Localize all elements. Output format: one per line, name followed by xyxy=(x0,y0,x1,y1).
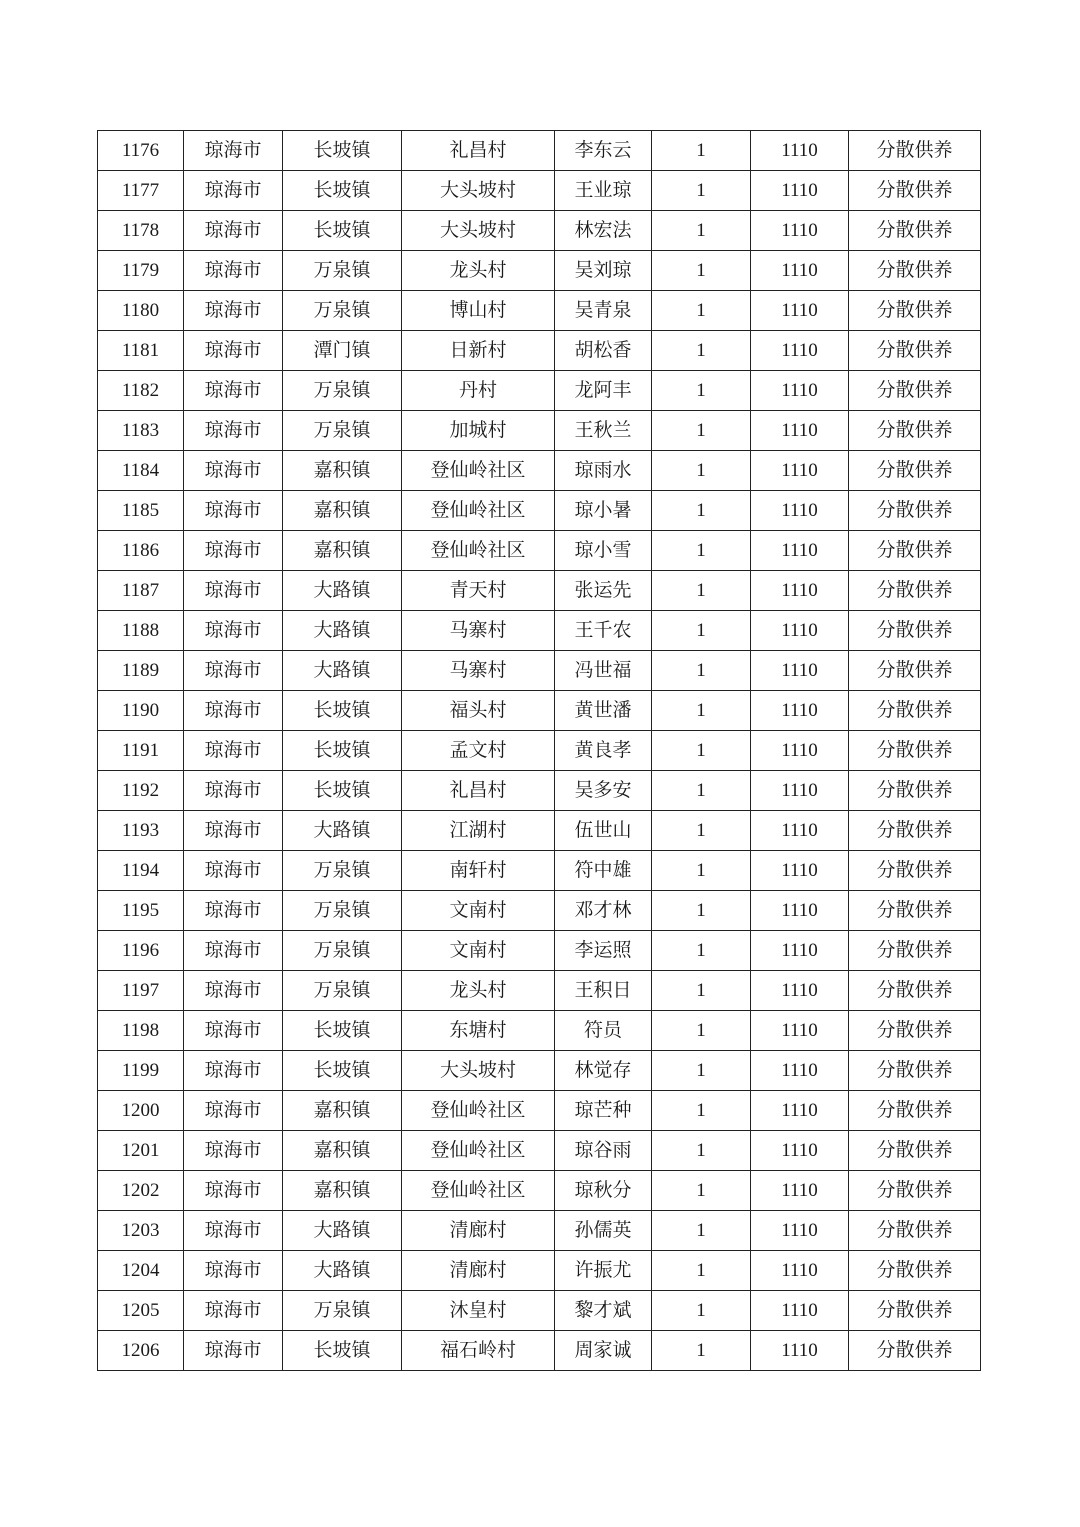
support-type-cell: 分散供养 xyxy=(849,1171,981,1211)
village-cell: 登仙岭社区 xyxy=(402,1091,555,1131)
town-cell: 万泉镇 xyxy=(283,1291,402,1331)
code-cell: 1110 xyxy=(751,771,849,811)
count-cell: 1 xyxy=(652,1251,751,1291)
serial-number-cell: 1196 xyxy=(98,931,184,971)
name-cell: 琼小雪 xyxy=(555,531,652,571)
name-cell: 符员 xyxy=(555,1011,652,1051)
count-cell: 1 xyxy=(652,771,751,811)
city-cell: 琼海市 xyxy=(184,651,283,691)
city-cell: 琼海市 xyxy=(184,211,283,251)
village-cell: 文南村 xyxy=(402,931,555,971)
code-cell: 1110 xyxy=(751,251,849,291)
table-row xyxy=(98,931,981,971)
document-page xyxy=(97,130,981,1371)
town-cell: 万泉镇 xyxy=(283,891,402,931)
serial-number-cell: 1197 xyxy=(98,971,184,1011)
support-type-cell: 分散供养 xyxy=(849,1331,981,1371)
code-cell: 1110 xyxy=(751,211,849,251)
support-type-cell: 分散供养 xyxy=(849,1091,981,1131)
table-row xyxy=(98,451,981,491)
name-cell: 邓才林 xyxy=(555,891,652,931)
town-cell: 大路镇 xyxy=(283,811,402,851)
serial-number-cell: 1183 xyxy=(98,411,184,451)
count-cell: 1 xyxy=(652,331,751,371)
town-cell: 万泉镇 xyxy=(283,411,402,451)
table-row xyxy=(98,1291,981,1331)
table-row xyxy=(98,331,981,371)
code-cell: 1110 xyxy=(751,1211,849,1251)
table-row xyxy=(98,171,981,211)
city-cell: 琼海市 xyxy=(184,331,283,371)
name-cell: 吴青泉 xyxy=(555,291,652,331)
count-cell: 1 xyxy=(652,691,751,731)
support-type-cell: 分散供养 xyxy=(849,171,981,211)
support-type-cell: 分散供养 xyxy=(849,571,981,611)
serial-number-cell: 1188 xyxy=(98,611,184,651)
records-table xyxy=(97,130,981,1371)
name-cell: 王积日 xyxy=(555,971,652,1011)
town-cell: 大路镇 xyxy=(283,571,402,611)
village-cell: 博山村 xyxy=(402,291,555,331)
town-cell: 长坡镇 xyxy=(283,1331,402,1371)
village-cell: 登仙岭社区 xyxy=(402,491,555,531)
count-cell: 1 xyxy=(652,131,751,171)
table-row xyxy=(98,971,981,1011)
table-row xyxy=(98,811,981,851)
name-cell: 胡松香 xyxy=(555,331,652,371)
table-row xyxy=(98,131,981,171)
city-cell: 琼海市 xyxy=(184,171,283,211)
table-row xyxy=(98,891,981,931)
name-cell: 琼谷雨 xyxy=(555,1131,652,1171)
village-cell: 文南村 xyxy=(402,891,555,931)
table-row xyxy=(98,291,981,331)
count-cell: 1 xyxy=(652,171,751,211)
support-type-cell: 分散供养 xyxy=(849,771,981,811)
town-cell: 大路镇 xyxy=(283,611,402,651)
table-body xyxy=(98,131,981,1371)
count-cell: 1 xyxy=(652,411,751,451)
city-cell: 琼海市 xyxy=(184,1051,283,1091)
table-row xyxy=(98,1131,981,1171)
support-type-cell: 分散供养 xyxy=(849,1011,981,1051)
code-cell: 1110 xyxy=(751,691,849,731)
code-cell: 1110 xyxy=(751,1091,849,1131)
support-type-cell: 分散供养 xyxy=(849,851,981,891)
name-cell: 张运先 xyxy=(555,571,652,611)
town-cell: 嘉积镇 xyxy=(283,1091,402,1131)
code-cell: 1110 xyxy=(751,1251,849,1291)
village-cell: 马寨村 xyxy=(402,651,555,691)
table-row xyxy=(98,1251,981,1291)
table-row xyxy=(98,1331,981,1371)
village-cell: 登仙岭社区 xyxy=(402,531,555,571)
serial-number-cell: 1198 xyxy=(98,1011,184,1051)
name-cell: 林觉存 xyxy=(555,1051,652,1091)
code-cell: 1110 xyxy=(751,891,849,931)
town-cell: 嘉积镇 xyxy=(283,1171,402,1211)
code-cell: 1110 xyxy=(751,1131,849,1171)
name-cell: 冯世福 xyxy=(555,651,652,691)
name-cell: 龙阿丰 xyxy=(555,371,652,411)
city-cell: 琼海市 xyxy=(184,811,283,851)
code-cell: 1110 xyxy=(751,1331,849,1371)
city-cell: 琼海市 xyxy=(184,1291,283,1331)
serial-number-cell: 1205 xyxy=(98,1291,184,1331)
city-cell: 琼海市 xyxy=(184,571,283,611)
code-cell: 1110 xyxy=(751,1291,849,1331)
count-cell: 1 xyxy=(652,291,751,331)
village-cell: 礼昌村 xyxy=(402,131,555,171)
code-cell: 1110 xyxy=(751,611,849,651)
city-cell: 琼海市 xyxy=(184,1251,283,1291)
serial-number-cell: 1184 xyxy=(98,451,184,491)
support-type-cell: 分散供养 xyxy=(849,371,981,411)
serial-number-cell: 1202 xyxy=(98,1171,184,1211)
town-cell: 万泉镇 xyxy=(283,371,402,411)
code-cell: 1110 xyxy=(751,1011,849,1051)
support-type-cell: 分散供养 xyxy=(849,251,981,291)
support-type-cell: 分散供养 xyxy=(849,731,981,771)
name-cell: 李运照 xyxy=(555,931,652,971)
table-row xyxy=(98,611,981,651)
support-type-cell: 分散供养 xyxy=(849,411,981,451)
village-cell: 青天村 xyxy=(402,571,555,611)
code-cell: 1110 xyxy=(751,411,849,451)
table-row xyxy=(98,1051,981,1091)
support-type-cell: 分散供养 xyxy=(849,971,981,1011)
town-cell: 长坡镇 xyxy=(283,771,402,811)
village-cell: 大头坡村 xyxy=(402,171,555,211)
village-cell: 大头坡村 xyxy=(402,1051,555,1091)
name-cell: 林宏法 xyxy=(555,211,652,251)
code-cell: 1110 xyxy=(751,1051,849,1091)
name-cell: 琼秋分 xyxy=(555,1171,652,1211)
count-cell: 1 xyxy=(652,1051,751,1091)
town-cell: 万泉镇 xyxy=(283,931,402,971)
village-cell: 登仙岭社区 xyxy=(402,451,555,491)
table-row xyxy=(98,691,981,731)
town-cell: 长坡镇 xyxy=(283,1051,402,1091)
code-cell: 1110 xyxy=(751,331,849,371)
city-cell: 琼海市 xyxy=(184,891,283,931)
count-cell: 1 xyxy=(652,891,751,931)
serial-number-cell: 1200 xyxy=(98,1091,184,1131)
town-cell: 万泉镇 xyxy=(283,851,402,891)
city-cell: 琼海市 xyxy=(184,1011,283,1051)
count-cell: 1 xyxy=(652,491,751,531)
city-cell: 琼海市 xyxy=(184,1211,283,1251)
code-cell: 1110 xyxy=(751,571,849,611)
count-cell: 1 xyxy=(652,851,751,891)
support-type-cell: 分散供养 xyxy=(849,931,981,971)
village-cell: 福石岭村 xyxy=(402,1331,555,1371)
support-type-cell: 分散供养 xyxy=(849,1131,981,1171)
count-cell: 1 xyxy=(652,1171,751,1211)
count-cell: 1 xyxy=(652,211,751,251)
count-cell: 1 xyxy=(652,1091,751,1131)
count-cell: 1 xyxy=(652,971,751,1011)
support-type-cell: 分散供养 xyxy=(849,611,981,651)
code-cell: 1110 xyxy=(751,811,849,851)
village-cell: 登仙岭社区 xyxy=(402,1131,555,1171)
table-row xyxy=(98,1211,981,1251)
city-cell: 琼海市 xyxy=(184,1131,283,1171)
town-cell: 大路镇 xyxy=(283,1211,402,1251)
city-cell: 琼海市 xyxy=(184,491,283,531)
town-cell: 长坡镇 xyxy=(283,131,402,171)
serial-number-cell: 1182 xyxy=(98,371,184,411)
count-cell: 1 xyxy=(652,371,751,411)
city-cell: 琼海市 xyxy=(184,531,283,571)
serial-number-cell: 1194 xyxy=(98,851,184,891)
town-cell: 长坡镇 xyxy=(283,1011,402,1051)
city-cell: 琼海市 xyxy=(184,131,283,171)
town-cell: 大路镇 xyxy=(283,651,402,691)
village-cell: 龙头村 xyxy=(402,251,555,291)
count-cell: 1 xyxy=(652,251,751,291)
serial-number-cell: 1189 xyxy=(98,651,184,691)
count-cell: 1 xyxy=(652,931,751,971)
name-cell: 周家诚 xyxy=(555,1331,652,1371)
name-cell: 王业琼 xyxy=(555,171,652,211)
table-row xyxy=(98,491,981,531)
name-cell: 黎才斌 xyxy=(555,1291,652,1331)
town-cell: 万泉镇 xyxy=(283,251,402,291)
code-cell: 1110 xyxy=(751,651,849,691)
count-cell: 1 xyxy=(652,1331,751,1371)
table-row xyxy=(98,211,981,251)
village-cell: 孟文村 xyxy=(402,731,555,771)
support-type-cell: 分散供养 xyxy=(849,811,981,851)
town-cell: 万泉镇 xyxy=(283,971,402,1011)
serial-number-cell: 1176 xyxy=(98,131,184,171)
serial-number-cell: 1206 xyxy=(98,1331,184,1371)
name-cell: 李东云 xyxy=(555,131,652,171)
code-cell: 1110 xyxy=(751,971,849,1011)
city-cell: 琼海市 xyxy=(184,611,283,651)
name-cell: 琼雨水 xyxy=(555,451,652,491)
serial-number-cell: 1185 xyxy=(98,491,184,531)
town-cell: 万泉镇 xyxy=(283,291,402,331)
village-cell: 南轩村 xyxy=(402,851,555,891)
support-type-cell: 分散供养 xyxy=(849,211,981,251)
city-cell: 琼海市 xyxy=(184,291,283,331)
support-type-cell: 分散供养 xyxy=(849,1251,981,1291)
table-row xyxy=(98,371,981,411)
code-cell: 1110 xyxy=(751,131,849,171)
count-cell: 1 xyxy=(652,531,751,571)
city-cell: 琼海市 xyxy=(184,691,283,731)
count-cell: 1 xyxy=(652,571,751,611)
town-cell: 长坡镇 xyxy=(283,171,402,211)
code-cell: 1110 xyxy=(751,291,849,331)
village-cell: 东塘村 xyxy=(402,1011,555,1051)
count-cell: 1 xyxy=(652,1011,751,1051)
code-cell: 1110 xyxy=(751,731,849,771)
table-row xyxy=(98,1091,981,1131)
table-row xyxy=(98,771,981,811)
count-cell: 1 xyxy=(652,611,751,651)
table-row xyxy=(98,651,981,691)
city-cell: 琼海市 xyxy=(184,731,283,771)
city-cell: 琼海市 xyxy=(184,771,283,811)
village-cell: 沐皇村 xyxy=(402,1291,555,1331)
name-cell: 琼小暑 xyxy=(555,491,652,531)
name-cell: 孙儒英 xyxy=(555,1211,652,1251)
count-cell: 1 xyxy=(652,1291,751,1331)
serial-number-cell: 1204 xyxy=(98,1251,184,1291)
village-cell: 马寨村 xyxy=(402,611,555,651)
name-cell: 黄世潘 xyxy=(555,691,652,731)
count-cell: 1 xyxy=(652,811,751,851)
village-cell: 大头坡村 xyxy=(402,211,555,251)
city-cell: 琼海市 xyxy=(184,1331,283,1371)
town-cell: 大路镇 xyxy=(283,1251,402,1291)
village-cell: 加城村 xyxy=(402,411,555,451)
town-cell: 嘉积镇 xyxy=(283,451,402,491)
serial-number-cell: 1190 xyxy=(98,691,184,731)
city-cell: 琼海市 xyxy=(184,451,283,491)
support-type-cell: 分散供养 xyxy=(849,531,981,571)
count-cell: 1 xyxy=(652,651,751,691)
table-row xyxy=(98,571,981,611)
serial-number-cell: 1193 xyxy=(98,811,184,851)
serial-number-cell: 1186 xyxy=(98,531,184,571)
support-type-cell: 分散供养 xyxy=(849,1051,981,1091)
code-cell: 1110 xyxy=(751,931,849,971)
name-cell: 吴多安 xyxy=(555,771,652,811)
town-cell: 嘉积镇 xyxy=(283,1131,402,1171)
serial-number-cell: 1177 xyxy=(98,171,184,211)
serial-number-cell: 1178 xyxy=(98,211,184,251)
support-type-cell: 分散供养 xyxy=(849,491,981,531)
serial-number-cell: 1192 xyxy=(98,771,184,811)
table-row xyxy=(98,251,981,291)
village-cell: 福头村 xyxy=(402,691,555,731)
support-type-cell: 分散供养 xyxy=(849,691,981,731)
support-type-cell: 分散供养 xyxy=(849,131,981,171)
city-cell: 琼海市 xyxy=(184,1171,283,1211)
town-cell: 嘉积镇 xyxy=(283,491,402,531)
name-cell: 符中雄 xyxy=(555,851,652,891)
city-cell: 琼海市 xyxy=(184,411,283,451)
count-cell: 1 xyxy=(652,1131,751,1171)
support-type-cell: 分散供养 xyxy=(849,1211,981,1251)
town-cell: 长坡镇 xyxy=(283,211,402,251)
name-cell: 许振尤 xyxy=(555,1251,652,1291)
table-row xyxy=(98,731,981,771)
name-cell: 王秋兰 xyxy=(555,411,652,451)
village-cell: 丹村 xyxy=(402,371,555,411)
name-cell: 黄良孝 xyxy=(555,731,652,771)
support-type-cell: 分散供养 xyxy=(849,891,981,931)
serial-number-cell: 1201 xyxy=(98,1131,184,1171)
city-cell: 琼海市 xyxy=(184,1091,283,1131)
code-cell: 1110 xyxy=(751,531,849,571)
table-row xyxy=(98,1011,981,1051)
city-cell: 琼海市 xyxy=(184,251,283,291)
code-cell: 1110 xyxy=(751,491,849,531)
village-cell: 清廊村 xyxy=(402,1211,555,1251)
town-cell: 嘉积镇 xyxy=(283,531,402,571)
town-cell: 潭门镇 xyxy=(283,331,402,371)
serial-number-cell: 1195 xyxy=(98,891,184,931)
count-cell: 1 xyxy=(652,1211,751,1251)
count-cell: 1 xyxy=(652,451,751,491)
count-cell: 1 xyxy=(652,731,751,771)
support-type-cell: 分散供养 xyxy=(849,291,981,331)
village-cell: 礼昌村 xyxy=(402,771,555,811)
name-cell: 伍世山 xyxy=(555,811,652,851)
village-cell: 登仙岭社区 xyxy=(402,1171,555,1211)
serial-number-cell: 1199 xyxy=(98,1051,184,1091)
support-type-cell: 分散供养 xyxy=(849,1291,981,1331)
code-cell: 1110 xyxy=(751,171,849,211)
table-row xyxy=(98,531,981,571)
serial-number-cell: 1191 xyxy=(98,731,184,771)
serial-number-cell: 1203 xyxy=(98,1211,184,1251)
name-cell: 琼芒种 xyxy=(555,1091,652,1131)
code-cell: 1110 xyxy=(751,851,849,891)
serial-number-cell: 1179 xyxy=(98,251,184,291)
serial-number-cell: 1181 xyxy=(98,331,184,371)
table-row xyxy=(98,851,981,891)
serial-number-cell: 1187 xyxy=(98,571,184,611)
village-cell: 日新村 xyxy=(402,331,555,371)
table-row xyxy=(98,411,981,451)
support-type-cell: 分散供养 xyxy=(849,451,981,491)
support-type-cell: 分散供养 xyxy=(849,331,981,371)
name-cell: 王千农 xyxy=(555,611,652,651)
code-cell: 1110 xyxy=(751,1171,849,1211)
town-cell: 长坡镇 xyxy=(283,731,402,771)
city-cell: 琼海市 xyxy=(184,851,283,891)
serial-number-cell: 1180 xyxy=(98,291,184,331)
code-cell: 1110 xyxy=(751,371,849,411)
village-cell: 龙头村 xyxy=(402,971,555,1011)
village-cell: 清廊村 xyxy=(402,1251,555,1291)
town-cell: 长坡镇 xyxy=(283,691,402,731)
city-cell: 琼海市 xyxy=(184,971,283,1011)
name-cell: 吴刘琼 xyxy=(555,251,652,291)
support-type-cell: 分散供养 xyxy=(849,651,981,691)
table-row xyxy=(98,1171,981,1211)
city-cell: 琼海市 xyxy=(184,371,283,411)
village-cell: 江湖村 xyxy=(402,811,555,851)
city-cell: 琼海市 xyxy=(184,931,283,971)
code-cell: 1110 xyxy=(751,451,849,491)
